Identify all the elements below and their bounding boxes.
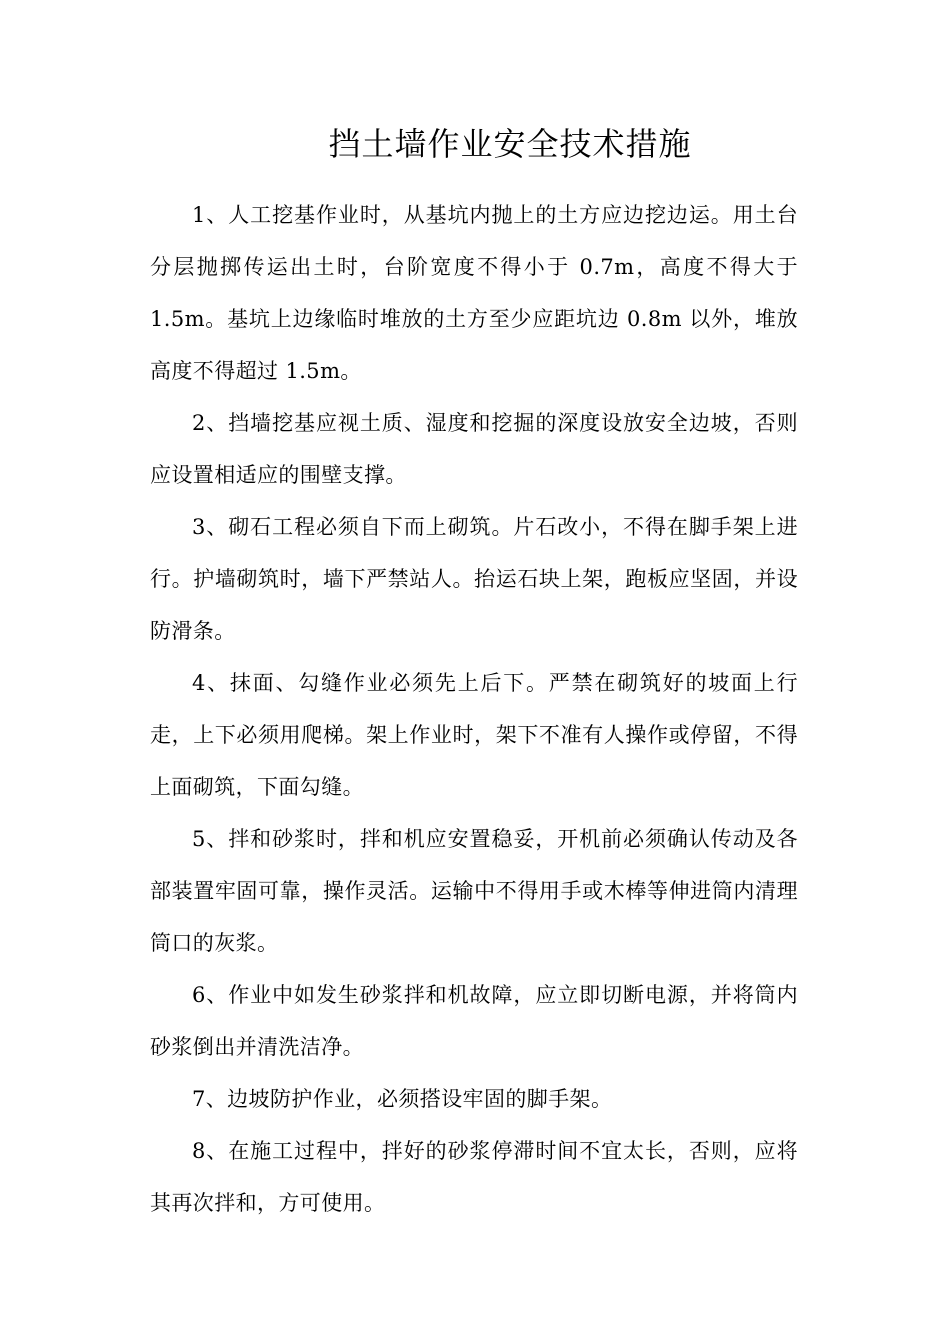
paragraph-8: 8、在施工过程中，拌好的砂浆停滞时间不宜太长，否则，应将其再次拌和，方可使用。	[150, 1139, 798, 1215]
paragraph-5: 5、拌和砂浆时，拌和机应安置稳妥，开机前必须确认传动及各部装置牢固可靠，操作灵活。运输中不得用手或木棒等伸进筒内清理筒口的灰浆。	[150, 827, 798, 955]
paragraph-1: 1、人工挖基作业时，从基坑内抛上的土方应边挖边运。用土台分层抛掷传运出土时，台阶宽度不得小于 0.7m，高度不得大于 1.5m。基坑上边缘临时堆放的土方至少应距坑边 0.8m 以外，堆放高度不得超过 1.5m。	[150, 203, 798, 383]
paragraph-3: 3、砌石工程必须自下而上砌筑。片石改小，不得在脚手架上进行。护墙砌筑时，墙下严禁站人。抬运石块上架，跑板应坚固，并设防滑条。	[150, 515, 798, 643]
paragraph-4: 4、抹面、勾缝作业必须先上后下。严禁在砌筑好的坡面上行走，上下必须用爬梯。架上作业时，架下不准有人操作或停留，不得上面砌筑，下面勾缝。	[150, 671, 798, 799]
paragraph-6: 6、作业中如发生砂浆拌和机故障，应立即切断电源，并将筒内砂浆倒出并清洗洁净。	[150, 983, 798, 1059]
document-body	[150, 189, 798, 1229]
paragraph-7: 7、边坡防护作业，必须搭设牢固的脚手架。	[192, 1087, 613, 1111]
paragraph-2: 2、挡墙挖基应视土质、湿度和挖掘的深度设放安全边坡，否则应设置相适应的围壁支撑。	[150, 411, 798, 487]
page-title: 挡土墙作业安全技术措施	[328, 125, 692, 163]
